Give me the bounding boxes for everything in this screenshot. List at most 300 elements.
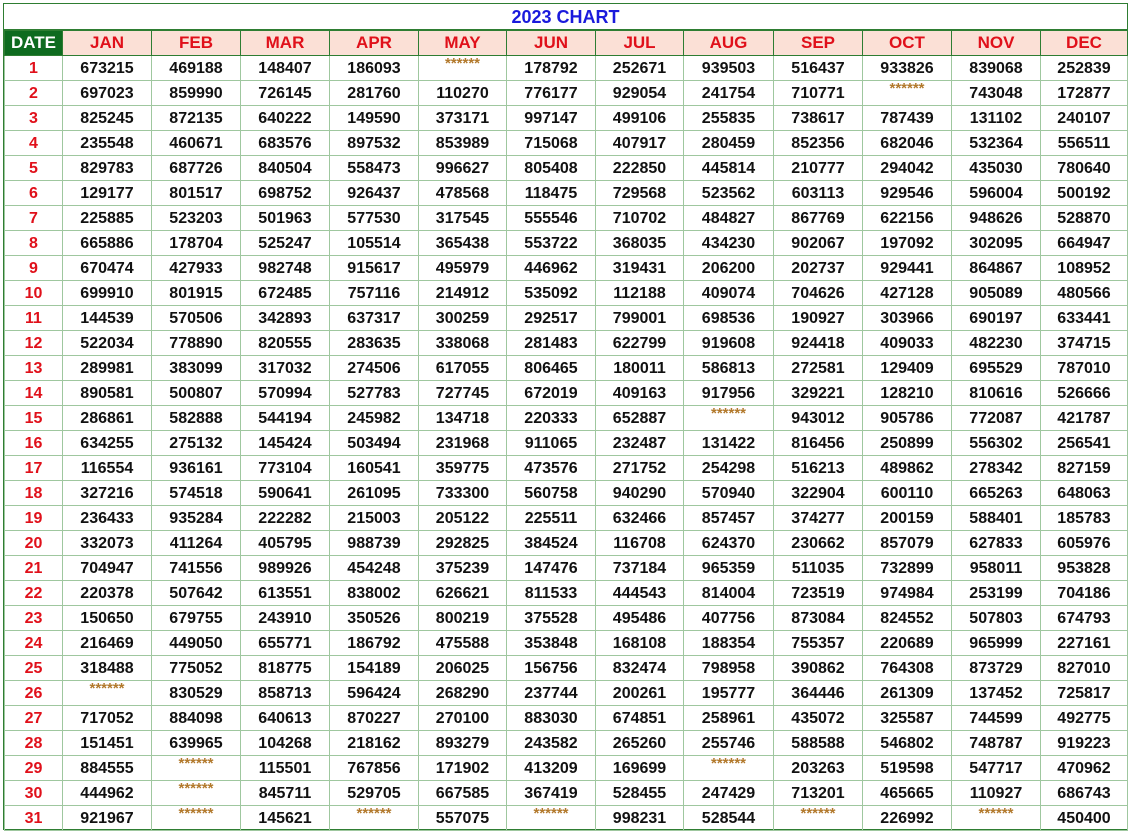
value-cell: 281760	[330, 81, 419, 106]
value-cell: 827159	[1041, 456, 1128, 481]
value-cell: 704626	[774, 281, 863, 306]
value-cell: 853989	[419, 131, 507, 156]
value-cell: 203263	[774, 756, 863, 781]
value-cell: 220333	[507, 406, 596, 431]
value-cell: ******	[952, 806, 1041, 831]
value-cell: 773104	[241, 456, 330, 481]
table-row	[5, 756, 1128, 781]
value-cell: 278342	[952, 456, 1041, 481]
date-cell: 12	[5, 331, 63, 356]
value-cell: 743048	[952, 81, 1041, 106]
value-cell: 338068	[419, 331, 507, 356]
value-cell: 522034	[63, 331, 152, 356]
value-cell: 516437	[774, 56, 863, 81]
value-cell: 690197	[952, 306, 1041, 331]
month-header-sep: SEP	[774, 31, 863, 56]
table-row	[5, 406, 1128, 431]
value-cell: 353848	[507, 631, 596, 656]
value-cell: 444962	[63, 781, 152, 806]
value-cell: 556302	[952, 431, 1041, 456]
value-cell: 365438	[419, 231, 507, 256]
value-cell: 801517	[152, 181, 241, 206]
value-cell: 624370	[684, 531, 774, 556]
table-row	[5, 381, 1128, 406]
value-cell: 535092	[507, 281, 596, 306]
date-cell: 28	[5, 731, 63, 756]
value-cell: 210777	[774, 156, 863, 181]
value-cell: 243582	[507, 731, 596, 756]
value-cell: 557075	[419, 806, 507, 831]
date-cell: 3	[5, 106, 63, 131]
date-cell: 15	[5, 406, 63, 431]
table-row	[5, 706, 1128, 731]
value-cell: 265260	[596, 731, 684, 756]
value-cell: ******	[507, 806, 596, 831]
date-cell: 11	[5, 306, 63, 331]
date-cell: 31	[5, 806, 63, 831]
value-cell: 717052	[63, 706, 152, 731]
value-cell: 500807	[152, 381, 241, 406]
value-cell: 501963	[241, 206, 330, 231]
month-header-nov: NOV	[952, 31, 1041, 56]
value-cell: 883030	[507, 706, 596, 731]
value-cell: 480566	[1041, 281, 1128, 306]
value-cell: 974984	[863, 581, 952, 606]
value-cell: 342893	[241, 306, 330, 331]
month-header-dec: DEC	[1041, 31, 1128, 56]
value-cell: 873729	[952, 656, 1041, 681]
value-cell: 622156	[863, 206, 952, 231]
value-cell: 374277	[774, 506, 863, 531]
value-cell: 639965	[152, 731, 241, 756]
date-cell: 23	[5, 606, 63, 631]
value-cell: 516213	[774, 456, 863, 481]
value-cell: 268290	[419, 681, 507, 706]
value-cell: 982748	[241, 256, 330, 281]
value-cell: 256541	[1041, 431, 1128, 456]
value-cell: 110927	[952, 781, 1041, 806]
value-cell: 933826	[863, 56, 952, 81]
value-cell: 495979	[419, 256, 507, 281]
value-cell: 281483	[507, 331, 596, 356]
value-cell: 674793	[1041, 606, 1128, 631]
value-cell: 603113	[774, 181, 863, 206]
value-cell: 989926	[241, 556, 330, 581]
value-cell: 105514	[330, 231, 419, 256]
value-cell: 884555	[63, 756, 152, 781]
value-cell: 413209	[507, 756, 596, 781]
value-cell: 525247	[241, 231, 330, 256]
value-cell: 830529	[152, 681, 241, 706]
value-cell: 375528	[507, 606, 596, 631]
value-cell: 948626	[952, 206, 1041, 231]
table-row	[5, 206, 1128, 231]
table-row	[5, 681, 1128, 706]
table-row	[5, 156, 1128, 181]
value-cell: 460671	[152, 131, 241, 156]
value-cell: 867769	[774, 206, 863, 231]
value-cell: 627833	[952, 531, 1041, 556]
value-cell: 570940	[684, 481, 774, 506]
value-cell: 776177	[507, 81, 596, 106]
value-cell: 622799	[596, 331, 684, 356]
value-cell: 884098	[152, 706, 241, 731]
value-cell: 780640	[1041, 156, 1128, 181]
value-cell: 171902	[419, 756, 507, 781]
value-cell: 840504	[241, 156, 330, 181]
value-cell: 818775	[241, 656, 330, 681]
value-cell: 329221	[774, 381, 863, 406]
value-cell: 725817	[1041, 681, 1128, 706]
table-row	[5, 231, 1128, 256]
value-cell: ******	[684, 406, 774, 431]
value-cell: 704186	[1041, 581, 1128, 606]
value-cell: 917956	[684, 381, 774, 406]
value-cell: 294042	[863, 156, 952, 181]
value-cell: 590641	[241, 481, 330, 506]
value-cell: 965999	[952, 631, 1041, 656]
value-cell: 755357	[774, 631, 863, 656]
value-cell: 252839	[1041, 56, 1128, 81]
value-cell: 237744	[507, 681, 596, 706]
date-cell: 20	[5, 531, 63, 556]
value-cell: 129177	[63, 181, 152, 206]
value-cell: 839068	[952, 56, 1041, 81]
value-cell: 108952	[1041, 256, 1128, 281]
value-cell: 528544	[684, 806, 774, 831]
value-cell: 683576	[241, 131, 330, 156]
date-cell: 9	[5, 256, 63, 281]
value-cell: 226992	[863, 806, 952, 831]
chart-table	[4, 30, 1128, 831]
value-cell: 697023	[63, 81, 152, 106]
value-cell: 640613	[241, 706, 330, 731]
value-cell: 919223	[1041, 731, 1128, 756]
value-cell: 134718	[419, 406, 507, 431]
value-cell: 421787	[1041, 406, 1128, 431]
value-cell: 632466	[596, 506, 684, 531]
value-cell: 292517	[507, 306, 596, 331]
value-cell: 596004	[952, 181, 1041, 206]
date-cell: 2	[5, 81, 63, 106]
value-cell: 905786	[863, 406, 952, 431]
value-cell: 905089	[952, 281, 1041, 306]
value-cell: 409163	[596, 381, 684, 406]
value-cell: 698536	[684, 306, 774, 331]
value-cell: ******	[152, 806, 241, 831]
value-cell: 857079	[863, 531, 952, 556]
value-cell: 240107	[1041, 106, 1128, 131]
value-cell: 523562	[684, 181, 774, 206]
value-cell: 829783	[63, 156, 152, 181]
date-cell: 25	[5, 656, 63, 681]
value-cell: 588401	[952, 506, 1041, 531]
value-cell: 215003	[330, 506, 419, 531]
value-cell: 454248	[330, 556, 419, 581]
value-cell: 710702	[596, 206, 684, 231]
date-cell: 17	[5, 456, 63, 481]
value-cell: 434230	[684, 231, 774, 256]
month-header-jun: JUN	[507, 31, 596, 56]
value-cell: 286861	[63, 406, 152, 431]
table-row	[5, 731, 1128, 756]
month-header-may: MAY	[419, 31, 507, 56]
value-cell: 870227	[330, 706, 419, 731]
value-cell: 767856	[330, 756, 419, 781]
value-cell: 741556	[152, 556, 241, 581]
value-cell: 655771	[241, 631, 330, 656]
value-cell: 292825	[419, 531, 507, 556]
value-cell: 787010	[1041, 356, 1128, 381]
date-cell: 14	[5, 381, 63, 406]
value-cell: 547717	[952, 756, 1041, 781]
value-cell: 527783	[330, 381, 419, 406]
value-cell: 715068	[507, 131, 596, 156]
value-cell: 272581	[774, 356, 863, 381]
value-cell: 924418	[774, 331, 863, 356]
value-cell: 247429	[684, 781, 774, 806]
value-cell: 128210	[863, 381, 952, 406]
value-cell: 318488	[63, 656, 152, 681]
chart-title: 2023 CHART	[4, 4, 1127, 30]
value-cell: 250899	[863, 431, 952, 456]
value-cell: 997147	[507, 106, 596, 131]
value-cell: 197092	[863, 231, 952, 256]
value-cell: 935284	[152, 506, 241, 531]
value-cell: 915617	[330, 256, 419, 281]
value-cell: 375239	[419, 556, 507, 581]
date-cell: 5	[5, 156, 63, 181]
value-cell: 186792	[330, 631, 419, 656]
value-cell: 449050	[152, 631, 241, 656]
value-cell: 409033	[863, 331, 952, 356]
value-cell: ******	[684, 756, 774, 781]
value-cell: 503494	[330, 431, 419, 456]
value-cell: 806465	[507, 356, 596, 381]
value-cell: 523203	[152, 206, 241, 231]
value-cell: 270100	[419, 706, 507, 731]
value-cell: 332073	[63, 531, 152, 556]
table-row	[5, 531, 1128, 556]
value-cell: 185783	[1041, 506, 1128, 531]
value-cell: 596424	[330, 681, 419, 706]
value-cell: 936161	[152, 456, 241, 481]
value-cell: 733300	[419, 481, 507, 506]
value-cell: 633441	[1041, 306, 1128, 331]
month-header-mar: MAR	[241, 31, 330, 56]
value-cell: 811533	[507, 581, 596, 606]
value-cell: 169699	[596, 756, 684, 781]
value-cell: 965359	[684, 556, 774, 581]
value-cell: 574518	[152, 481, 241, 506]
value-cell: 137452	[952, 681, 1041, 706]
value-cell: 435072	[774, 706, 863, 731]
value-cell: 390862	[774, 656, 863, 681]
value-cell: 435030	[952, 156, 1041, 181]
date-cell: 26	[5, 681, 63, 706]
value-cell: 699910	[63, 281, 152, 306]
value-cell: 665886	[63, 231, 152, 256]
value-cell: 560758	[507, 481, 596, 506]
value-cell: 953828	[1041, 556, 1128, 581]
value-cell: 236433	[63, 506, 152, 531]
value-cell: 838002	[330, 581, 419, 606]
value-cell: 674851	[596, 706, 684, 731]
value-cell: 261309	[863, 681, 952, 706]
table-body	[5, 56, 1128, 831]
value-cell: 998231	[596, 806, 684, 831]
table-row	[5, 806, 1128, 831]
table-row	[5, 131, 1128, 156]
value-cell: 816456	[774, 431, 863, 456]
value-cell: 698752	[241, 181, 330, 206]
value-cell: 202737	[774, 256, 863, 281]
value-cell: 665263	[952, 481, 1041, 506]
value-cell: 626621	[419, 581, 507, 606]
value-cell: 322904	[774, 481, 863, 506]
value-cell: 129409	[863, 356, 952, 381]
month-header-oct: OCT	[863, 31, 952, 56]
value-cell: 723519	[774, 581, 863, 606]
table-row	[5, 656, 1128, 681]
value-cell: 235548	[63, 131, 152, 156]
value-cell: 824552	[863, 606, 952, 631]
value-cell: 384524	[507, 531, 596, 556]
value-cell: 532364	[952, 131, 1041, 156]
value-cell: ******	[152, 756, 241, 781]
value-cell: 367419	[507, 781, 596, 806]
value-cell: 713201	[774, 781, 863, 806]
value-cell: 110270	[419, 81, 507, 106]
date-cell: 1	[5, 56, 63, 81]
value-cell: 409074	[684, 281, 774, 306]
value-cell: 801915	[152, 281, 241, 306]
value-cell: 570994	[241, 381, 330, 406]
value-cell: 195777	[684, 681, 774, 706]
value-cell: 800219	[419, 606, 507, 631]
value-cell: 507642	[152, 581, 241, 606]
table-row	[5, 631, 1128, 656]
value-cell: 446962	[507, 256, 596, 281]
value-cell: 511035	[774, 556, 863, 581]
date-cell: 4	[5, 131, 63, 156]
table-row	[5, 606, 1128, 631]
value-cell: 670474	[63, 256, 152, 281]
date-cell: 13	[5, 356, 63, 381]
value-cell: 732899	[863, 556, 952, 581]
value-cell: 577530	[330, 206, 419, 231]
value-cell: 116708	[596, 531, 684, 556]
value-cell: 283635	[330, 331, 419, 356]
value-cell: 673215	[63, 56, 152, 81]
date-cell: 16	[5, 431, 63, 456]
value-cell: 241754	[684, 81, 774, 106]
value-cell: 775052	[152, 656, 241, 681]
value-cell: 613551	[241, 581, 330, 606]
date-column-header: DATE	[5, 31, 63, 56]
value-cell: 814004	[684, 581, 774, 606]
table-row	[5, 431, 1128, 456]
value-cell: 695529	[952, 356, 1041, 381]
value-cell: 289981	[63, 356, 152, 381]
value-cell: 929441	[863, 256, 952, 281]
value-cell: 131422	[684, 431, 774, 456]
value-cell: 116554	[63, 456, 152, 481]
value-cell: 726145	[241, 81, 330, 106]
table-row	[5, 456, 1128, 481]
value-cell: 902067	[774, 231, 863, 256]
value-cell: 368035	[596, 231, 684, 256]
value-cell: 465665	[863, 781, 952, 806]
value-cell: 687726	[152, 156, 241, 181]
value-cell: 280459	[684, 131, 774, 156]
value-cell: 637317	[330, 306, 419, 331]
value-cell: 939503	[684, 56, 774, 81]
value-cell: 214912	[419, 281, 507, 306]
value-cell: 652887	[596, 406, 684, 431]
value-cell: 255746	[684, 731, 774, 756]
value-cell: 664947	[1041, 231, 1128, 256]
value-cell: 319431	[596, 256, 684, 281]
value-cell: 943012	[774, 406, 863, 431]
value-cell: 686743	[1041, 781, 1128, 806]
value-cell: 274506	[330, 356, 419, 381]
value-cell: 374715	[1041, 331, 1128, 356]
value-cell: 582888	[152, 406, 241, 431]
value-cell: 407917	[596, 131, 684, 156]
value-cell: 172877	[1041, 81, 1128, 106]
table-row	[5, 331, 1128, 356]
value-cell: 156756	[507, 656, 596, 681]
table-row	[5, 56, 1128, 81]
value-cell: 325587	[863, 706, 952, 731]
table-row	[5, 581, 1128, 606]
value-cell: 427128	[863, 281, 952, 306]
value-cell: 546802	[863, 731, 952, 756]
table-row	[5, 481, 1128, 506]
value-cell: 729568	[596, 181, 684, 206]
value-cell: 772087	[952, 406, 1041, 431]
value-cell: 679755	[152, 606, 241, 631]
value-cell: 672485	[241, 281, 330, 306]
value-cell: 810616	[952, 381, 1041, 406]
value-cell: 190927	[774, 306, 863, 331]
value-cell: 507803	[952, 606, 1041, 631]
value-cell: 528455	[596, 781, 684, 806]
value-cell: 350526	[330, 606, 419, 631]
value-cell: 150650	[63, 606, 152, 631]
table-row	[5, 781, 1128, 806]
value-cell: 188354	[684, 631, 774, 656]
value-cell: 255835	[684, 106, 774, 131]
value-cell: 499106	[596, 106, 684, 131]
value-cell: 858713	[241, 681, 330, 706]
value-cell: 149590	[330, 106, 419, 131]
value-cell: 231968	[419, 431, 507, 456]
date-cell: 24	[5, 631, 63, 656]
table-row	[5, 81, 1128, 106]
value-cell: ******	[330, 806, 419, 831]
value-cell: 921967	[63, 806, 152, 831]
value-cell: 852356	[774, 131, 863, 156]
value-cell: 154189	[330, 656, 419, 681]
value-cell: 151451	[63, 731, 152, 756]
value-cell: 444543	[596, 581, 684, 606]
value-cell: 327216	[63, 481, 152, 506]
table-row	[5, 356, 1128, 381]
value-cell: 383099	[152, 356, 241, 381]
value-cell: 200261	[596, 681, 684, 706]
